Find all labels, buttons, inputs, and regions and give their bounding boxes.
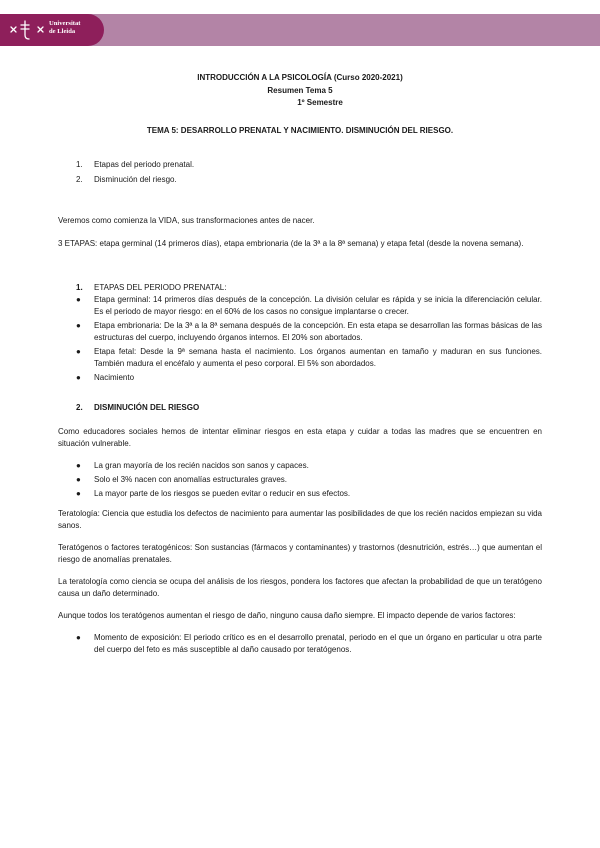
bullet-icon: ● [76,633,81,642]
list-item [58,320,542,344]
course-title: INTRODUCCIÓN A LA PSICOLOGÍA (Curso 2020-2021) [197,73,403,82]
section2-title: DISMINUCIÓN DEL RIESGO [94,403,200,412]
title-block [58,72,542,109]
bullet-icon: ● [76,461,81,470]
list-item-text: La gran mayoría de los recién nacidos son sanos y capaces. [94,461,309,470]
list-item-text: Momento de exposición: El periodo crítico es en el desarrollo prenatal, periodo en el que un órgano en particular u otra parte del cuerpo del feto es más susceptible al daño causado por teratógenos. [94,633,542,654]
university-logo[interactable] [0,14,104,46]
table-of-contents [58,159,542,186]
university-line1: Universitat [49,20,81,27]
list-item-text: Etapa embrionaria: De la 3ª a la 8ª semana después de la concepción. En esta etapa se desarrollan las formas básicas de las estructuras del cuerpo, incluyendo órganos internos. El 20% son abortados. [94,321,542,342]
bullet-icon: ● [76,373,81,382]
toc-text: Disminución del riesgo. [94,175,177,184]
aunque-paragraph: Aunque todos los teratógenos aumentan el riesgo de daño, ninguno causa daño siempre. El impacto depende de varios factores: [58,611,516,620]
toc-text: Etapas del periodo prenatal. [94,160,195,169]
list-item-text: Etapa germinal: 14 primeros días después de la concepción. La división celular es rápida y se inicia la diferenciación celular. Es el periodo de mayor riesgo: en el 60% de los casos no consigue implantarse o crecer. [94,295,542,316]
section1-title: ETAPAS DEL PERIODO PRENATAL: [94,283,227,292]
list-item-text: Nacimiento [94,373,135,382]
section1-list [58,294,542,384]
header-band [0,14,600,46]
topic-title: TEMA 5: DESARROLLO PRENATAL Y NACIMIENTO. DISMINUCIÓN DEL RIESGO. [146,126,454,135]
list-item-text: Solo el 3% nacen con anomalías estructurales graves. [94,475,287,484]
toc-number: 1. [76,160,83,169]
udl-logo-icon [9,19,47,41]
toc-item [58,174,542,186]
section2-number: 2. [76,403,83,412]
list-item [58,346,542,370]
bullet-icon: ● [76,489,81,498]
stages-paragraph: 3 ETAPAS: etapa germinal (14 primeros días), etapa embrionaria (de la 3ª a la 8ª semana) y etapa fetal (desde la novena semana). [58,239,524,248]
toc-number: 2. [76,175,83,184]
intro-paragraph: Veremos como comienza la VIDA, sus transformaciones antes de nacer. [58,216,315,225]
section1-number: 1. [76,283,83,292]
list-item [58,488,542,500]
list-item-text: Etapa fetal: Desde la 9ª semana hasta el nacimiento. Los órganos aumentan en tamaño y maduran en sus funciones. También madura el encéfalo y aumenta el peso corporal. El 5% son abordados. [94,347,542,368]
bullet-icon: ● [76,295,81,304]
university-name [49,20,81,36]
list-item [58,474,542,486]
list-item [58,632,542,656]
section2-list [58,460,542,500]
list-item [58,460,542,472]
section1-heading [58,282,542,294]
teratogenos-paragraph: Teratógenos o factores teratogénicos: Son sustancias (fármacos y contaminantes) y trastornos (desnutrición, estrés…) que aumentan el riesgo de anomalías prenatales. [58,543,542,564]
document-page [58,72,542,658]
toc-item [58,159,542,171]
bullet-icon: ● [76,347,81,356]
list-item [58,372,542,384]
teratologia-paragraph: Teratología: Ciencia que estudia los defectos de nacimiento para aumentar las posibilidades de que los recién nacidos empiezan su vida sanos. [58,509,542,530]
semester-label: 1º Semestre [297,98,343,107]
bullet-icon: ● [76,321,81,330]
bullet-icon: ● [76,475,81,484]
list-item [58,294,542,318]
summary-subtitle: Resumen Tema 5 [267,86,333,95]
section2-heading [58,402,542,414]
list-item-text: La mayor parte de los riesgos se pueden evitar o reducir en sus efectos. [94,489,351,498]
ciencia-paragraph: La teratología como ciencia se ocupa del análisis de los riesgos, pondera los factores que afectan la probabilidad de que un teratógeno causa un daño determinado. [58,577,542,598]
university-line2: de Lleida [49,28,76,35]
section2-intro: Como educadores sociales hemos de intentar eliminar riesgos en esta etapa y cuidar a todas las madres que se encuentren en situación vulnerable. [58,427,542,448]
